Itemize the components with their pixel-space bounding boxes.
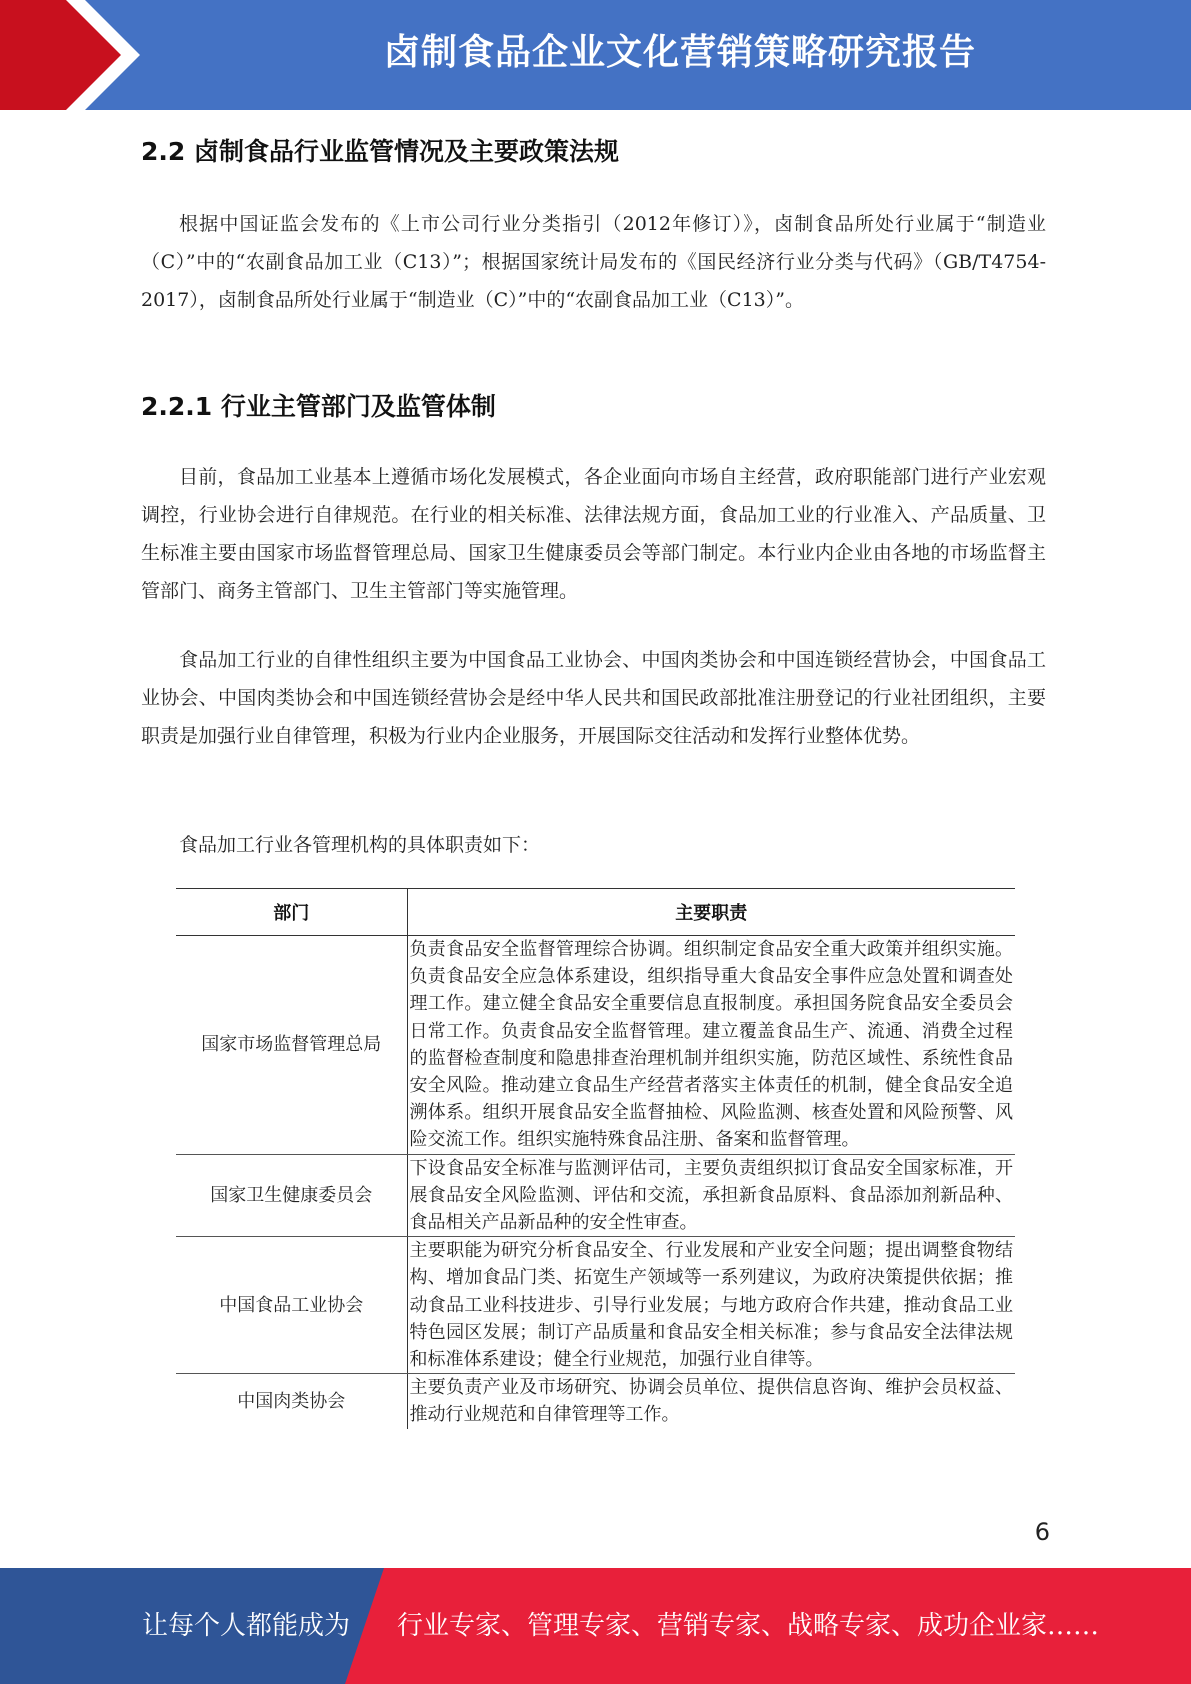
section-heading-2-2: 2.2 卤制食品行业监管情况及主要政策法规: [141, 137, 619, 166]
page-number: 6: [1034, 1518, 1050, 1546]
table-cell-duty: 负责食品安全监督管理综合协调。组织制定食品安全重大政策并组织实施。负责食品安全应急体系建设，组织指导重大食品安全事件应急处置和调查处理工作。建立健全食品安全重要信息直报制度。承担国务院食品安全委员会日常工作。负责食品安全监督管理。建立覆盖食品生产、流通、消费全过程的监督检查制度和隐患排查治理机制并组织实施，防范区域性、系统性食品安全风险。推动建立食品生产经营者落实主体责任的机制，健全食品安全追溯体系。组织开展食品安全监督抽检、风险监测、核查处置和风险预警、风险交流工作。组织实施特殊食品注册、备案和监督管理。: [407, 936, 1015, 1155]
table-cell-duty: 下设食品安全标准与监测评估司，主要负责组织拟订食品安全国家标准，开展食品安全风险监测、评估和交流，承担新食品原料、食品添加剂新品种、食品相关产品新品种的安全性审查。: [407, 1154, 1015, 1237]
report-title: 卤制食品企业文化营销策略研究报告: [383, 32, 976, 73]
section-2-2-1-paragraph-1: 目前，食品加工业基本上遵循市场化发展模式，各企业面向市场自主经营，政府职能部门进行产业宏观调控，行业协会进行自律规范。在行业的相关标准、法律法规方面，食品加工业的行业准入、产品质量、卫生标准主要由国家市场监督管理总局、国家卫生健康委员会等部门制定。本行业内企业由各地的市场监督主管部门、商务主管部门、卫生主管部门等实施管理。: [141, 466, 1046, 602]
page-footer: [0, 1568, 1191, 1684]
footer-slogan-left: 让每个人都能成为: [142, 1611, 351, 1641]
table-row: [176, 1154, 1015, 1237]
table-cell-duty: 主要职能为研究分析食品安全、行业发展和产业安全问题；提出调整食物结构、增加食品门类、拓宽生产领域等一系列建议，为政府决策提供依据；推动食品工业科技进步、引导行业发展；与地方政府合作共建，推动食品工业特色园区发展；制订产品质量和食品安全相关标准；参与食品安全法律法规和标准体系建设；健全行业规范，加强行业自律等。: [407, 1237, 1015, 1374]
table-row: [176, 1237, 1015, 1374]
table-row: [176, 1374, 1015, 1429]
responsibility-table: [176, 888, 1015, 1429]
table-header-dept: 部门: [176, 889, 407, 936]
table-header-row: [176, 889, 1015, 936]
table-cell-dept: 国家市场监督管理总局: [176, 936, 407, 1155]
table-cell-dept: 国家卫生健康委员会: [176, 1154, 407, 1237]
table-cell-dept: 中国食品工业协会: [176, 1237, 407, 1374]
table-cell-duty: 主要负责产业及市场研究、协调会员单位、提供信息咨询、维护会员权益、推动行业规范和自律管理等工作。: [407, 1374, 1015, 1429]
table-row: [176, 936, 1015, 1155]
table-intro-text: 食品加工行业各管理机构的具体职责如下：: [179, 834, 541, 856]
section-heading-2-2-1: 2.2.1 行业主管部门及监管体制: [141, 392, 496, 421]
section-2-2-1-paragraph-2: 食品加工行业的自律性组织主要为中国食品工业协会、中国肉类协会和中国连锁经营协会，中国食品工业协会、中国肉类协会和中国连锁经营协会是经中华人民共和国民政部批准注册登记的行业社团组织，主要职责是加强行业自律管理，积极为行业内企业服务，开展国际交往活动和发挥行业整体优势。: [141, 649, 1046, 747]
section-2-2-paragraph: 根据中国证监会发布的《上市公司行业分类指引（2012年修订）》，卤制食品所处行业属于“制造业（C）”中的“农副食品加工业（C13）”；根据国家统计局发布的《国民经济行业分类与代码》（GB/T4754-2017），卤制食品所处行业属于“制造业（C）”中的“农副食品加工业（C13）”。: [141, 213, 1046, 311]
table-cell-dept: 中国肉类协会: [237, 1390, 346, 1412]
page-header: [0, 0, 1191, 110]
footer-slogan-right: 行业专家、管理专家、营销专家、战略专家、成功企业家……: [397, 1611, 1100, 1641]
table-header-duty: 主要职责: [407, 889, 1015, 936]
